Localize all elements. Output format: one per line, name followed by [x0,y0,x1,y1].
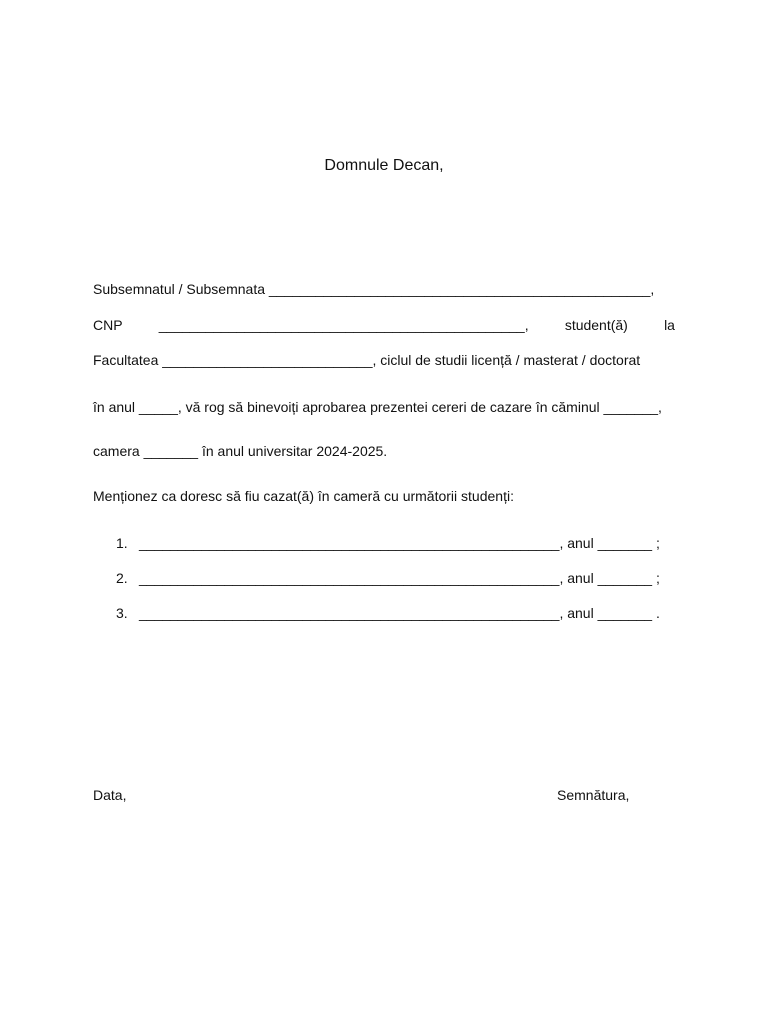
list-text: ______________________________________________________, anul _______ . [139,605,660,621]
list-number: 3. [116,605,128,621]
list-number: 1. [116,535,128,551]
list-text: ______________________________________________________, anul _______ ; [139,570,660,586]
name-line: Subsemnatul / Subsemnata _________________________________________________, [93,281,655,297]
cnp-blank: _______________________________________________, [158,317,529,333]
faculty-line: Facultatea ___________________________, ciclul de studii licență / masterat / doctorat [93,352,641,368]
date-label: Data, [93,787,127,803]
list-item [116,534,660,552]
list-item [116,604,660,622]
year-dorm-line: în anul _____, vă rog să binevoiți aprobarea prezentei cereri de cazare în căminul _______, [93,399,662,415]
signature-label: Semnătura, [557,787,630,803]
list-item [116,569,660,587]
roommates-intro: Menționez ca doresc să fiu cazat(ă) în cameră cu următorii studenți: [93,488,514,504]
room-line: camera _______ în anul universitar 2024-2025. [93,443,388,459]
cnp-line [93,316,675,334]
cnp-label: CNP [93,317,123,333]
student-word: student(ă) [564,317,628,333]
list-number: 2. [116,570,128,586]
list-text: ______________________________________________________, anul _______ ; [139,535,660,551]
page-title: Domnule Decan, [324,157,444,174]
la-word: la [664,317,675,333]
